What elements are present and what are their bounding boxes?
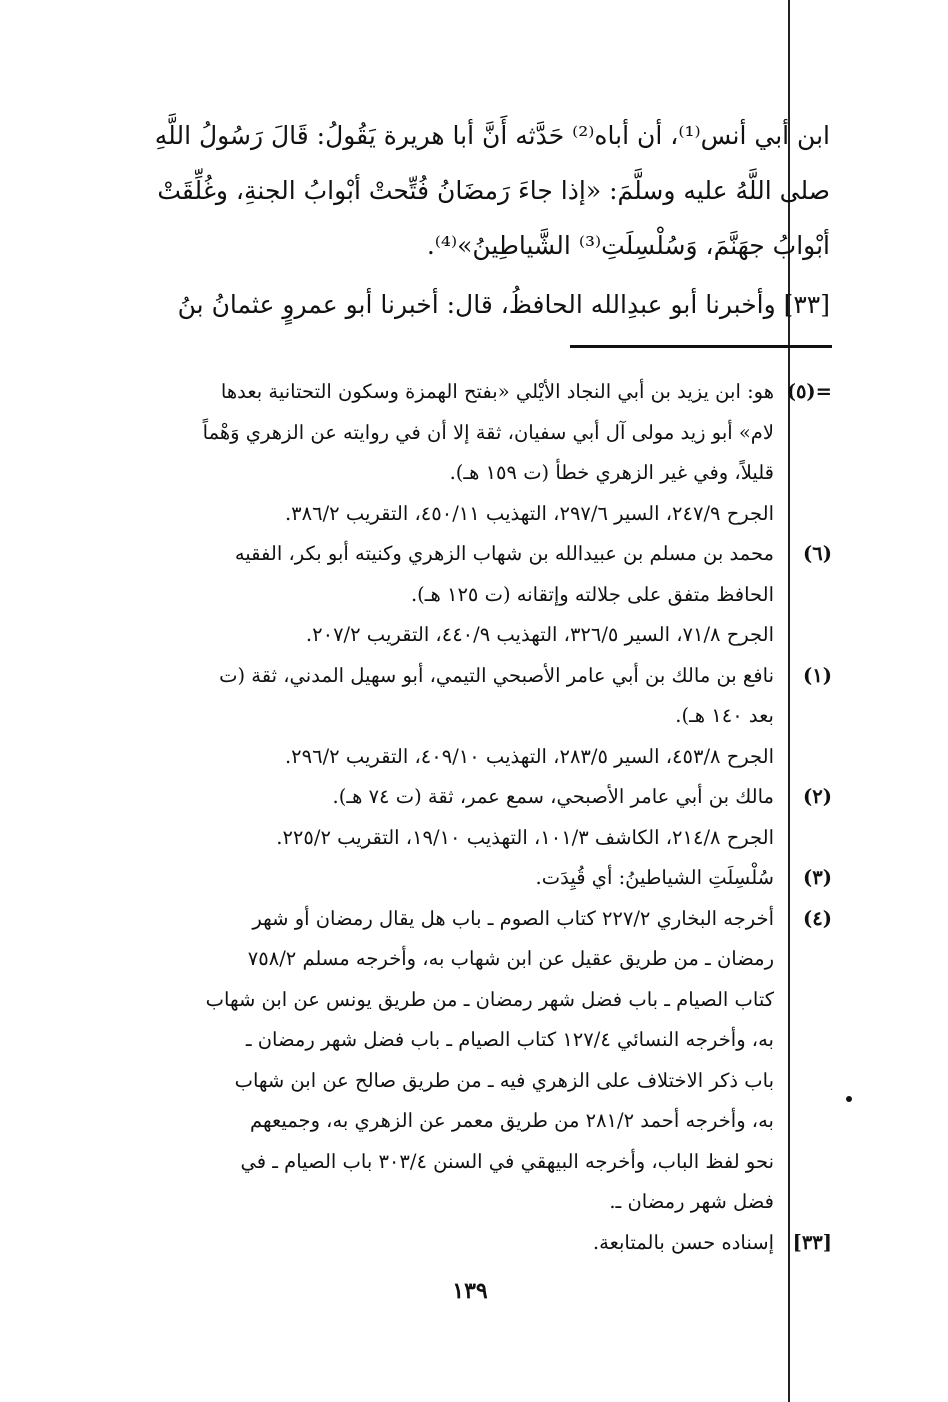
footnote-6 [136, 534, 836, 656]
page-number: ١٣٩ [452, 1278, 488, 1304]
footnote-line: أخرجه البخاري ٢٢٧/٢ كتاب الصوم ـ باب هل يقال رمضان أو شهر [252, 906, 774, 930]
main-text-line: أبْوابُ جهَنَّمَ، وَسُلْسِلَتِ⁽³⁾ الشَّياطِينُ»⁽⁴⁾. [426, 231, 830, 260]
main-text-line: ابن أبي أنس⁽¹⁾، أن أباه⁽²⁾ حَدَّثه أَنَّ أبا هريرة يَقُولُ: قَالَ رَسُولُ اللَّهِ [154, 121, 830, 150]
footnote-line: باب ذكر الاختلاف على الزهري فيه ـ من طريق صالح عن ابن شهاب [234, 1068, 774, 1092]
footnote-line: لام» أبو زيد مولى آل أبي سفيان، ثقة إلا أن في روايته عن الزهري وَهْماً [202, 420, 774, 444]
footnote-line: رمضان ـ من طريق عقيل عن ابن شهاب به، وأخرجه مسلم ٧٥٨/٢ [247, 947, 774, 970]
footnote-line: كتاب الصيام ـ باب فضل شهر رمضان ـ من طريق يونس عن ابن شهاب [205, 987, 774, 1011]
footnote-line: الحافظ متفق على جلالته وإتقانه (ت ١٢٥ هـ). [410, 582, 774, 606]
footnote-number: [٣٣] [792, 1230, 832, 1254]
footnote-body [136, 858, 774, 899]
footnote-body [136, 656, 774, 778]
footnote-line: بعد ١٤٠ هـ). [675, 704, 774, 727]
footnote-body [136, 899, 774, 1223]
main-text-line: صلى اللَّهُ عليه وسلَّمَ: «إذا جاءَ رَمضَانُ فُتِّحتْ أبْوابُ الجنةِ، وغُلِّقَتْ [157, 176, 830, 205]
footnote-line: نحو لفظ الباب، وأخرجه البيهقي في السنن ٣٠٣/٤ باب الصيام ـ في [240, 1149, 774, 1173]
footnote-1 [136, 656, 836, 778]
footnote-body [136, 372, 774, 534]
footnote-line: محمد بن مسلم بن عبيدالله بن شهاب الزهري وكنيته أبو بكر، الفقيه [234, 542, 774, 565]
footnote-line: سُلْسِلَتِ الشياطينُ: أي قُيِدَت. [535, 866, 774, 889]
footnote-line: فضل شهر رمضان ـ. [609, 1190, 774, 1213]
footnote-body [136, 1223, 774, 1264]
footnote-line: مالك بن أبي عامر الأصبحي، سمع عمر، ثقة (ت ٧٤ هـ). [332, 785, 774, 808]
footnote-number: (٣) [803, 866, 832, 889]
main-text-block [130, 108, 830, 332]
footnote-line: إسناده حسن بالمتابعة. [592, 1230, 774, 1254]
stray-dot-mark [846, 1096, 852, 1102]
footnote-line: هو: ابن يزيد بن أبي النجاد الأيْلي «بفتح الهمزة وسكون التحتانية بعدها [220, 380, 774, 403]
footnote-number: (٢) [803, 785, 832, 808]
footnotes-block [136, 372, 836, 1263]
footnote-number: (٦) [803, 542, 832, 565]
footnote-line: الجرح ٧١/٨، السير ٣٢٦/٥، التهذيب ٤٤٠/٩، التقريب ٢٠٧/٢. [305, 623, 774, 646]
footnote-2 [136, 777, 836, 858]
footnote-separator [570, 345, 832, 348]
main-text-line: [٣٣] وأخبرنا أبو عبدِالله الحافظُ، قال: أخبرنا أبو عمروٍ عثمانُ بنُ [177, 290, 830, 319]
footnote-line: الجرح ٢٤٧/٩، السير ٢٩٧/٦، التهذيب ٤٥٠/١١، التقريب ٣٨٦/٢. [284, 501, 774, 525]
footnote-4 [136, 899, 836, 1223]
footnote-3 [136, 858, 836, 899]
footnote-line: به، وأخرجه النسائي ١٢٧/٤ كتاب الصيام ـ باب فضل شهر رمضان ـ [245, 1028, 774, 1051]
footnote-number: (٤) [803, 906, 832, 930]
footnote-number: =(٥) [786, 380, 832, 403]
footnote-number: (١) [803, 663, 832, 687]
footnote-body [136, 534, 774, 656]
footnote-line: نافع بن مالك بن أبي عامر الأصبحي التيمي، أبو سهيل المدني، ثقة (ت [219, 663, 774, 687]
footnote-5 [136, 372, 836, 534]
footnote-body [136, 777, 774, 858]
footnote-line: الجرح ٤٥٣/٨، السير ٢٨٣/٥، التهذيب ٤٠٩/١٠، التقريب ٢٩٦/٢. [284, 744, 774, 768]
footnote-line: به، وأخرجه أحمد ٢٨١/٢ من طريق معمر عن الزهري به، وجميعهم [249, 1109, 774, 1132]
footnote-33 [136, 1223, 836, 1264]
footnote-line: قليلاً، وفي غير الزهري خطأ (ت ١٥٩ هـ). [449, 461, 774, 484]
footnote-line: الجرح ٢١٤/٨، الكاشف ١٠١/٣، التهذيب ١٩/١٠، التقريب ٢٢٥/٢. [276, 825, 774, 849]
